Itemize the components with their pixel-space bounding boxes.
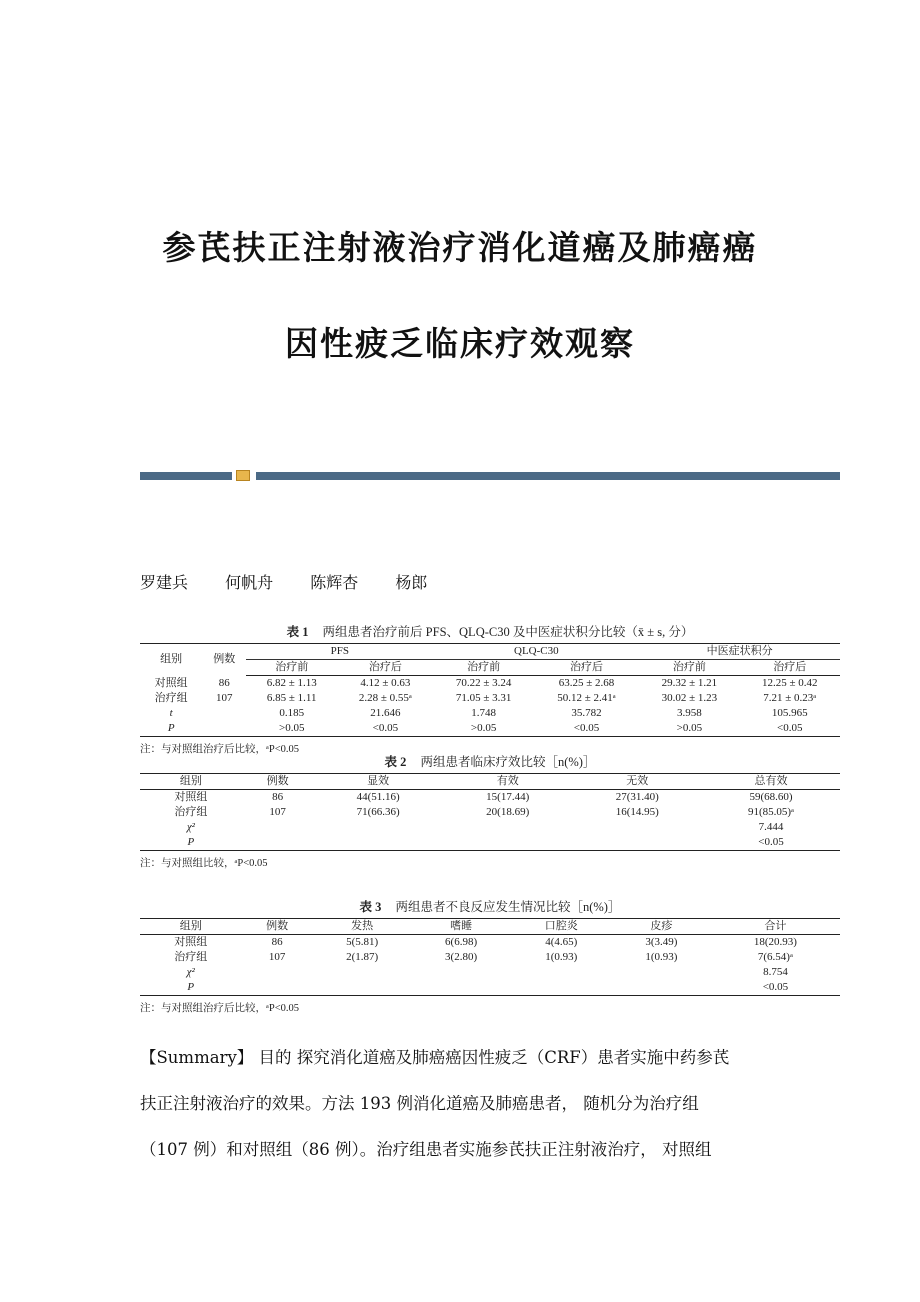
table-cell [241, 980, 312, 996]
table-cell: 107 [268, 951, 286, 963]
table-cell: χ² [186, 821, 195, 833]
table-cell: 29.32 ± 1.21 [661, 677, 718, 689]
table-row [140, 820, 840, 835]
header-effective: 有效 [443, 774, 573, 790]
table-cell [242, 835, 314, 851]
table-cell [313, 980, 412, 996]
table-cell: 7.21 ± 0.23ᵃ [763, 692, 817, 704]
table-cell: <0.05 [711, 980, 840, 996]
header-qlq: QLQ-C30 [433, 644, 639, 660]
table-cell [202, 721, 246, 737]
table-cell: 21.646 [370, 707, 401, 719]
table-cell: 105.965 [771, 707, 808, 719]
author: 罗建兵 [140, 573, 189, 592]
header-stomatitis: 口腔炎 [511, 919, 612, 935]
table-cell: P [140, 721, 202, 737]
header-group: 组别 [140, 644, 202, 676]
table-cell: 2(1.87) [346, 951, 379, 963]
table-cell: <0.05 [534, 721, 639, 737]
header-after: 治疗后 [740, 660, 840, 676]
table-cell: 6.82 ± 1.13 [266, 677, 317, 689]
table-cell [511, 980, 612, 996]
table-cell: 3(2.80) [445, 951, 478, 963]
table-row [140, 805, 840, 820]
table-cell: 16(14.95) [615, 806, 659, 818]
header-fever: 发热 [313, 919, 412, 935]
table-cell: 6(6.98) [445, 936, 478, 948]
header-group: 组别 [140, 774, 242, 790]
table-cell: 18(20.93) [753, 936, 797, 948]
table-cell [313, 835, 443, 851]
table-cell: 50.12 ± 2.41ᵃ [557, 692, 616, 704]
paper-title-line-2: 因性疲乏临床疗效观察 [285, 324, 635, 363]
table-3-note: 注：与对照组治疗后比较，ᵃP<0.05 [140, 1003, 300, 1014]
header-cases: 例数 [202, 644, 246, 676]
table-cell: 5(5.81) [346, 936, 379, 948]
table-cell: 0.185 [279, 707, 305, 719]
table-cell [202, 706, 246, 721]
table-cell [241, 965, 312, 980]
table-row [140, 790, 840, 806]
table-cell: >0.05 [639, 721, 739, 737]
table-cell: 治疗组 [174, 806, 208, 818]
table-cell: <0.05 [702, 835, 840, 851]
table-cell: 86 [271, 936, 283, 948]
table-cell: >0.05 [246, 721, 337, 737]
rule-right-segment [256, 472, 840, 480]
table-cell: 20(18.69) [486, 806, 530, 818]
table-cell: 1(0.93) [545, 951, 578, 963]
table-cell: 70.22 ± 3.24 [455, 677, 512, 689]
table-row [140, 676, 840, 692]
table-row [140, 950, 840, 965]
paper-title-line-1: 参芪扶正注射液治疗消化道癌及肺癌癌 [162, 228, 758, 267]
header-tcm: 中医症状积分 [639, 644, 840, 660]
header-before: 治疗前 [639, 660, 739, 676]
table-cell [412, 980, 511, 996]
table-2-caption: 表 2 两组患者临床疗效比较［n(%)］ [384, 755, 596, 769]
header-marked: 显效 [313, 774, 443, 790]
table-row [140, 721, 840, 737]
table-cell: 4(4.65) [545, 936, 578, 948]
table-cell: 86 [218, 676, 230, 689]
header-before: 治疗前 [246, 660, 337, 676]
table-cell: 86 [272, 791, 284, 803]
summary-line: 扶正注射液治疗的效果。方法 193 例消化道癌及肺癌患者， 随机分为治疗组 [140, 1094, 699, 1113]
header-total: 合计 [711, 919, 840, 935]
rule-left-segment [140, 472, 232, 480]
table-cell [412, 965, 511, 980]
table-cell: 治疗组 [154, 692, 188, 704]
table-cell [573, 835, 703, 851]
decorative-rule [140, 472, 840, 480]
table-row [140, 935, 840, 951]
table-cell: 71(66.36) [356, 806, 400, 818]
table-cell [242, 820, 314, 835]
table-cell: 3(3.49) [645, 936, 678, 948]
table-3-caption: 表 3 两组患者不良反应发生情况比较［n(%)］ [359, 900, 621, 914]
table-cell: 107 [216, 692, 233, 704]
author: 杨郎 [395, 573, 428, 592]
table-cell: 44(51.16) [356, 791, 400, 803]
table-row [140, 691, 840, 706]
author: 何帆舟 [225, 573, 274, 592]
table-row [140, 965, 840, 980]
table-cell: χ² [186, 966, 195, 978]
header-cases: 例数 [241, 919, 312, 935]
table-cell: 治疗组 [174, 951, 208, 963]
header-before: 治疗前 [433, 660, 533, 676]
table-cell: P [140, 835, 242, 851]
table-cell: 7(6.54)ᵃ [757, 951, 793, 963]
table-cell: 35.782 [571, 707, 602, 719]
table-cell [511, 965, 612, 980]
table-cell: 63.25 ± 2.68 [558, 677, 615, 689]
ornament-icon [236, 470, 250, 481]
table-cell: 107 [269, 806, 286, 818]
summary-line: 【Summary】 目的 探究消化道癌及肺癌癌因性疲乏（CRF）患者实施中药参芪 [140, 1048, 730, 1067]
table-cell: 27(31.40) [615, 791, 659, 803]
table-cell: 1(0.93) [645, 951, 678, 963]
table-cell: 对照组 [174, 791, 208, 803]
header-pfs: PFS [246, 644, 433, 660]
table-row [140, 706, 840, 721]
table-row [140, 980, 840, 996]
table-cell [612, 980, 711, 996]
header-drowsiness: 嗜睡 [412, 919, 511, 935]
table-cell: <0.05 [740, 721, 840, 737]
table-cell [443, 820, 573, 835]
table-cell: t [169, 707, 173, 719]
table-cell: 1.748 [471, 707, 496, 719]
header-after: 治疗后 [337, 660, 433, 676]
table-cell: 71.05 ± 3.31 [455, 692, 512, 704]
table-cell [443, 835, 573, 851]
header-cases: 例数 [242, 774, 314, 790]
table-cell: P [140, 980, 241, 996]
table-cell: 4.12 ± 0.63 [360, 677, 411, 689]
table-cell: 12.25 ± 0.42 [762, 677, 818, 689]
table-cell: 对照组 [154, 676, 188, 689]
table-cell: 59(68.60) [749, 791, 793, 803]
table-cell [612, 965, 711, 980]
table-cell: 15(17.44) [486, 791, 530, 803]
author: 陈辉杏 [310, 573, 359, 592]
table-cell [313, 965, 412, 980]
table-cell: 8.754 [763, 966, 788, 978]
table-3 [140, 897, 840, 1015]
header-total: 总有效 [702, 774, 840, 790]
table-cell [573, 820, 703, 835]
table-cell: 6.85 ± 1.11 [266, 692, 317, 704]
table-cell [313, 820, 443, 835]
summary-line: （107 例）和对照组（86 例）。治疗组患者实施参芪扶正注射液治疗， 对照组 [140, 1140, 712, 1159]
table-cell: 91(85.05)ᵃ [747, 806, 795, 818]
header-ineffective: 无效 [573, 774, 703, 790]
header-group: 组别 [140, 919, 241, 935]
table-cell: <0.05 [337, 721, 433, 737]
table-cell: 2.28 ± 0.55ᵃ [358, 692, 412, 704]
summary-text [140, 1035, 790, 1173]
table-1-caption: 表 1 两组患者治疗前后 PFS、QLQ-C30 及中医症状积分比较（x̄ ± s, 分） [286, 625, 694, 639]
table-1-note: 注：与对照组治疗后比较，ᵃP<0.05 [140, 744, 300, 755]
header-rash: 皮疹 [612, 919, 711, 935]
author-list [140, 570, 447, 593]
table-2-note: 注：与对照组比较，ᵃP<0.05 [140, 858, 268, 869]
table-cell: >0.05 [433, 721, 533, 737]
table-cell: 对照组 [174, 936, 208, 948]
table-1 [140, 622, 840, 756]
table-2 [140, 752, 840, 870]
table-cell: 7.444 [758, 821, 784, 833]
table-row [140, 835, 840, 851]
table-cell: 3.958 [677, 707, 702, 719]
table-cell: 30.02 ± 1.23 [661, 692, 718, 704]
header-after: 治疗后 [534, 660, 639, 676]
